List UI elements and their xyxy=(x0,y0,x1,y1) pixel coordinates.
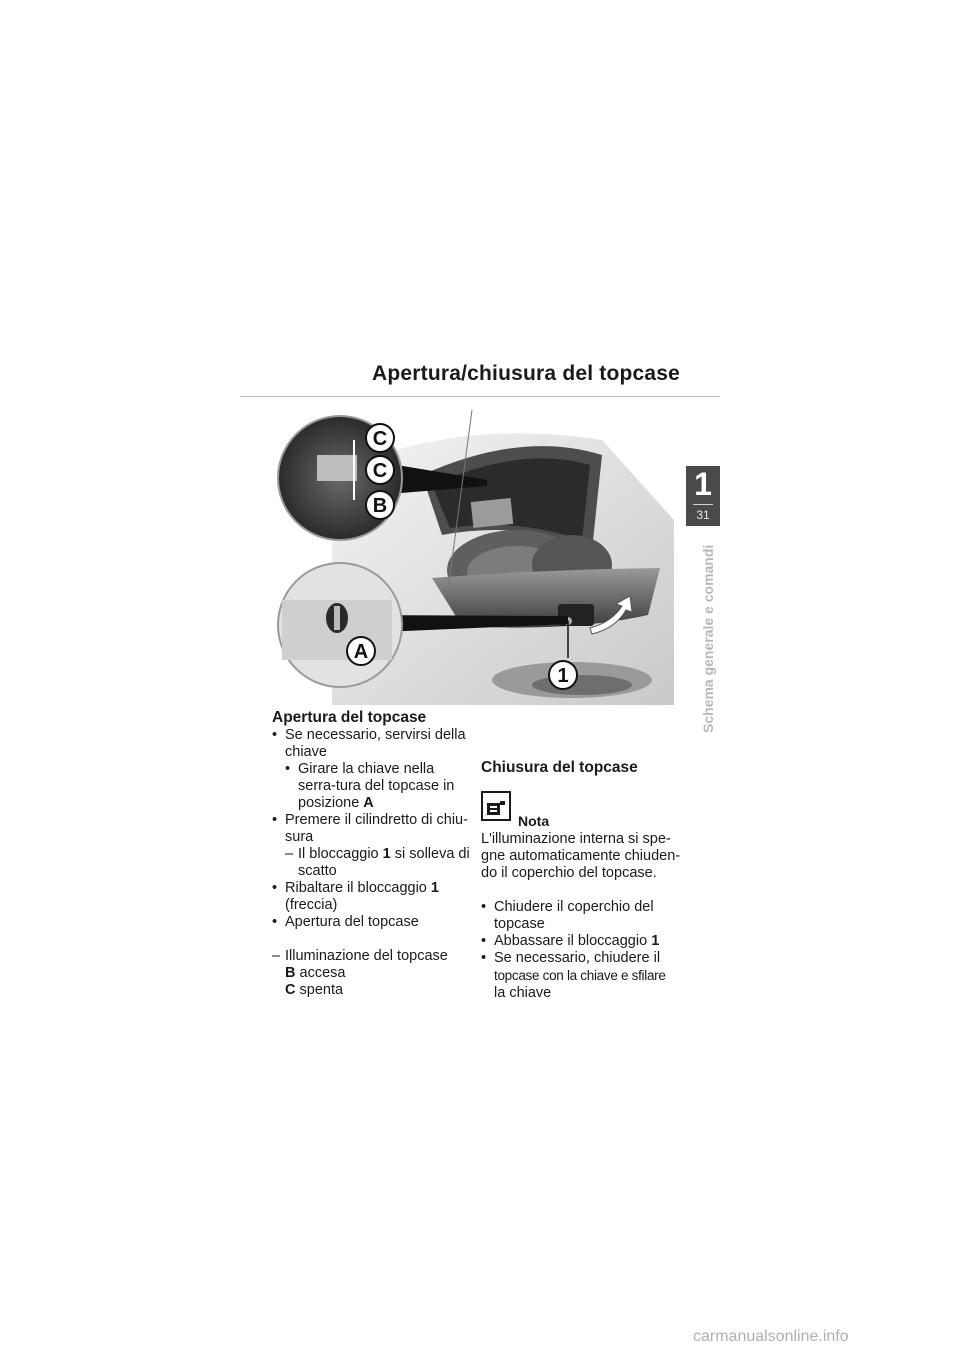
closing-step: • Se necessario, chiudere il topcase con la chiave e sfilare la chiave xyxy=(481,950,666,1001)
chapter-number: 1 xyxy=(694,466,712,502)
side-section-label: Schema generale e comandi xyxy=(700,545,716,734)
closing-section xyxy=(481,758,691,1002)
note-box xyxy=(481,791,691,831)
opening-section xyxy=(272,708,472,999)
title-divider xyxy=(240,396,720,397)
lid-label-plate xyxy=(471,498,513,528)
callout-b xyxy=(366,491,394,519)
callout-label: B xyxy=(372,495,388,517)
note-label: Nota xyxy=(518,813,550,829)
illumination-off: C spenta xyxy=(285,982,344,998)
illumination-on: B accesa xyxy=(285,965,346,981)
page-number: 31 xyxy=(696,508,710,522)
callout-c-middle xyxy=(366,456,394,484)
chapter-tab xyxy=(686,466,720,526)
closing-step: • Abbassare il bloccaggio 1 xyxy=(481,933,660,949)
note-hand-icon xyxy=(481,791,511,821)
closing-heading: Chiusura del topcase xyxy=(481,759,638,776)
callout-a xyxy=(347,637,375,665)
note-text: L'illuminazione interna si spe-gne automaticamente chiuden-do il coperchio del topcase. xyxy=(481,831,681,881)
callout-label: 1 xyxy=(557,665,569,687)
watermark: carmanualsonline.info xyxy=(693,1328,849,1345)
callout-label: C xyxy=(372,460,388,482)
callout-1 xyxy=(549,661,577,689)
callout-label: A xyxy=(353,641,369,663)
opening-substep: – Il bloccaggio 1 si solleva di scatto xyxy=(285,846,470,879)
opening-step: • Apertura del topcase xyxy=(272,914,419,930)
callout-label: C xyxy=(372,428,388,450)
opening-step: • Premere il cilindretto di chiu-sura xyxy=(272,812,468,845)
chapter-divider xyxy=(693,504,713,505)
opening-step: • Se necessario, servirsi della chiave xyxy=(272,727,466,760)
page-title: Apertura/chiusura del topcase xyxy=(372,362,681,385)
closing-step: • Chiudere il coperchio del topcase xyxy=(481,899,654,932)
callout-c-top xyxy=(366,424,394,452)
opening-substep: • Girare la chiave nella serra-tura del topcase in posizione A xyxy=(285,761,455,811)
opening-step: • Ribaltare il bloccaggio 1 (freccia) xyxy=(272,880,439,913)
opening-heading: Apertura del topcase xyxy=(272,709,427,726)
topcase-illustration xyxy=(272,400,674,705)
illumination-line: – Illuminazione del topcase xyxy=(272,948,448,964)
